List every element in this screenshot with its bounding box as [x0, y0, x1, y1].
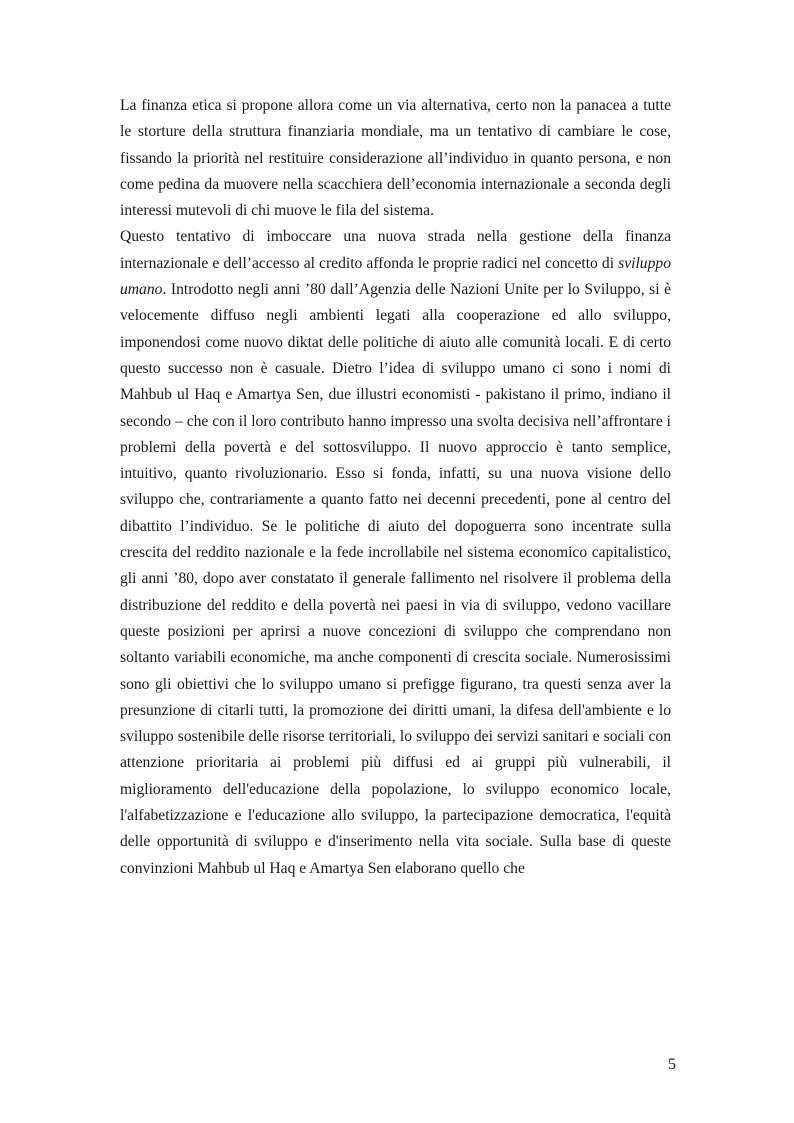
- paragraph-human-development: [120, 224, 671, 881]
- paragraph-text-intro: Questo tentativo di imboccare una nuova strada nella gestione della finanza internazionale e dell’accesso al credito affonda le proprie radici nel concetto di: [120, 228, 671, 272]
- italic-term-sviluppo-umano: sviluppo umano: [120, 254, 671, 299]
- page-number: 5: [668, 1056, 676, 1073]
- paragraph-ethical-finance: La finanza etica si propone allora come un via alternativa, certo non la panacea a tutte le storture della struttura finanziaria mondiale, ma un tentativo di cambiare le cose, fissando la priorità nel restituire considerazione all’individuo in quanto persona, e non come pedina da muovere nella scacchiera dell’economia internazionale a seconda degli interessi mutevoli di chi muove le fila del sistema.: [120, 97, 671, 220]
- document-body: [120, 93, 671, 882]
- paragraph-text-body: . Introdotto negli anni ’80 dall’Agenzia delle Nazioni Unite per lo Sviluppo, si è velocemente diffuso negli ambienti legati alla cooperazione ed allo sviluppo, imponendosi come nuovo diktat delle politiche di aiuto alle comunità locali. E di certo questo successo non è casuale. Dietro l’idea di sviluppo umano ci sono i nomi di Mahbub ul Haq e Amartya Sen, due illustri economisti - pakistano il primo, indiano il secondo – che con il loro contributo hanno impresso una svolta decisiva nell’affrontare i problemi della povertà e del sottosviluppo. Il nuovo approccio è tanto semplice, intuitivo, quanto rivoluzionario. Esso si fonda, infatti, su una nuova visione dello sviluppo che, contrariamente a quanto fatto nei decenni precedenti, pone al centro del dibattito l’individuo. Se le politiche di aiuto del dopoguerra sono incentrate sulla crescita del reddito nazionale e la fede incrollabile nel sistema economico capitalistico, gli anni ’80, dopo aver constatato il generale fallimento nel risolvere il problema della distribuzione del reddito e della povertà nei paesi in via di sviluppo, vedono vacillare queste posizioni per aprirsi a nuove concezioni di sviluppo che comprendano non soltanto variabili economiche, ma anche componenti di crescita sociale. Numerosissimi sono gli obiettivi che lo sviluppo umano si prefigge figurano, tra questi senza aver la presunzione di citarli tutti, la promozione dei diritti umani, la difesa dell'ambiente e lo sviluppo sostenibile delle risorse territoriali, lo sviluppo dei servizi sanitari e sociali con attenzione prioritaria ai problemi più diffusi ed ai gruppi più vulnerabili, il miglioramento dell'educazione della popolazione, lo sviluppo economico locale, l'alfabetizzazione e l'educazione allo sviluppo, la partecipazione democratica, l'equità delle opportunità di sviluppo e d'inserimento nella vita sociale. Sulla base di queste convinzioni Mahbub ul Haq e Amartya Sen elaborano quello che: [120, 281, 671, 877]
